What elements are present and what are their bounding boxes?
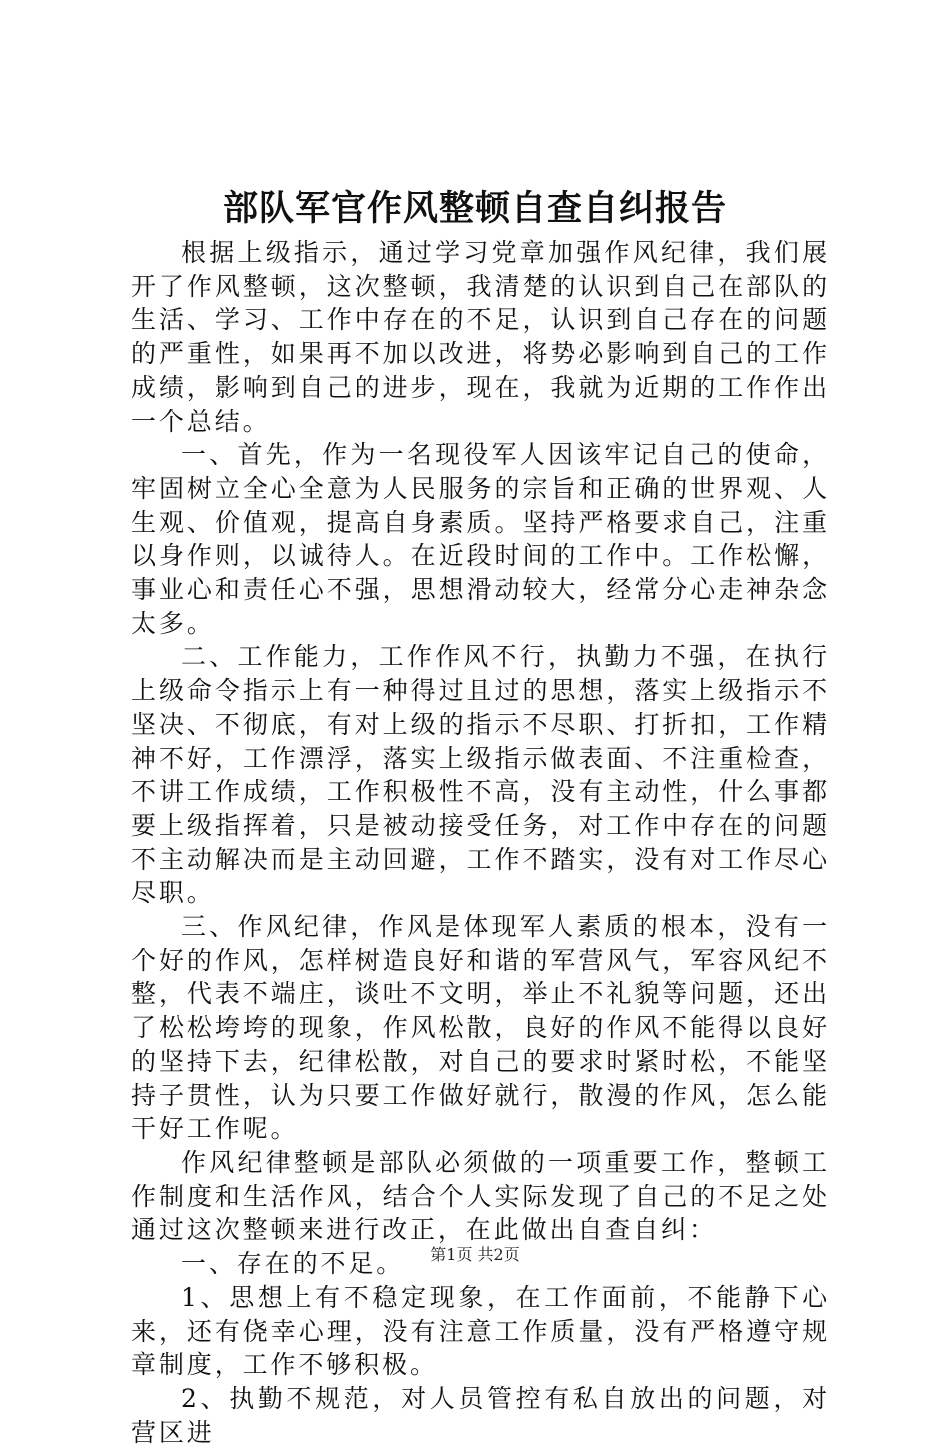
paragraph-item-2: 2、执勤不规范，对人员管控有私自放出的问题，对营区进 bbox=[131, 1383, 830, 1447]
document-title: 部队军官作风整顿自查自纠报告 bbox=[222, 188, 727, 229]
paragraph-section-three: 三、作风纪律，作风是体现军人素质的根本，没有一个好的作风，怎样树造良好和谐的军营风气，军容风纪不整，代表不端庄，谈吐不文明，举止不礼貌等问题，还出了松松垮垮的现象，作风松散，良好的作风不能得以良好的坚持下去，纪律松散，对自己的要求时紧时松，不能坚持子贯性，认为只要工作做好就行，散漫的作风，怎么能干好工作呢。 bbox=[131, 912, 830, 1144]
paragraph-shortcomings-heading: 一、存在的不足。 bbox=[181, 1249, 405, 1279]
paragraph-intro: 根据上级指示，通过学习党章加强作风纪律，我们展开了作风整顿，这次整顿，我清楚的认识到自己在部队的生活、学习、工作中存在的不足，认识到自己存在的问题的严重性，如果再不加以改进，将势必影响到自己的工作成绩，影响到自己的进步，现在，我就为近期的工作作出一个总结。 bbox=[131, 238, 830, 436]
document-body bbox=[131, 236, 830, 1449]
paragraph-item-1: 1、思想上有不稳定现象，在工作面前，不能静下心来，还有侥幸心理，没有注意工作质量，没有严格遵守规章制度，工作不够积极。 bbox=[131, 1282, 830, 1380]
paragraph-rectification: 作风纪律整顿是部队必须做的一项重要工作，整顿工作制度和生活作风，结合个人实际发现了自己的不足之处通过这次整顿来进行改正，在此做出自查自纠： bbox=[131, 1147, 830, 1245]
paragraph-section-two: 二、工作能力，工作作风不行，执勤力不强，在执行上级命令指示上有一种得过且过的思想，落实上级指示不坚决、不彻底，有对上级的指示不尽职、打折扣，工作精神不好，工作漂浮，落实上级指示做表面、不注重检查，不讲工作成绩，工作积极性不高，没有主动性，什么事都要上级指挥着，只是被动接受任务，对工作中存在的问题不主动解决而是主动回避，工作不踏实，没有对工作尽心尽职。 bbox=[131, 642, 830, 908]
paragraph-section-one: 一、首先，作为一名现役军人因该牢记自己的使命，牢固树立全心全意为人民服务的宗旨和正确的世界观、人生观、价值观，提高自身素质。坚持严格要求自己，注重以身作则，以诚待人。在近段时间的工作中。工作松懈，事业心和责任心不强，思想滑动较大，经常分心走神杂念太多。 bbox=[131, 440, 830, 638]
page-footer: 第1页 共2页 bbox=[430, 1245, 520, 1264]
